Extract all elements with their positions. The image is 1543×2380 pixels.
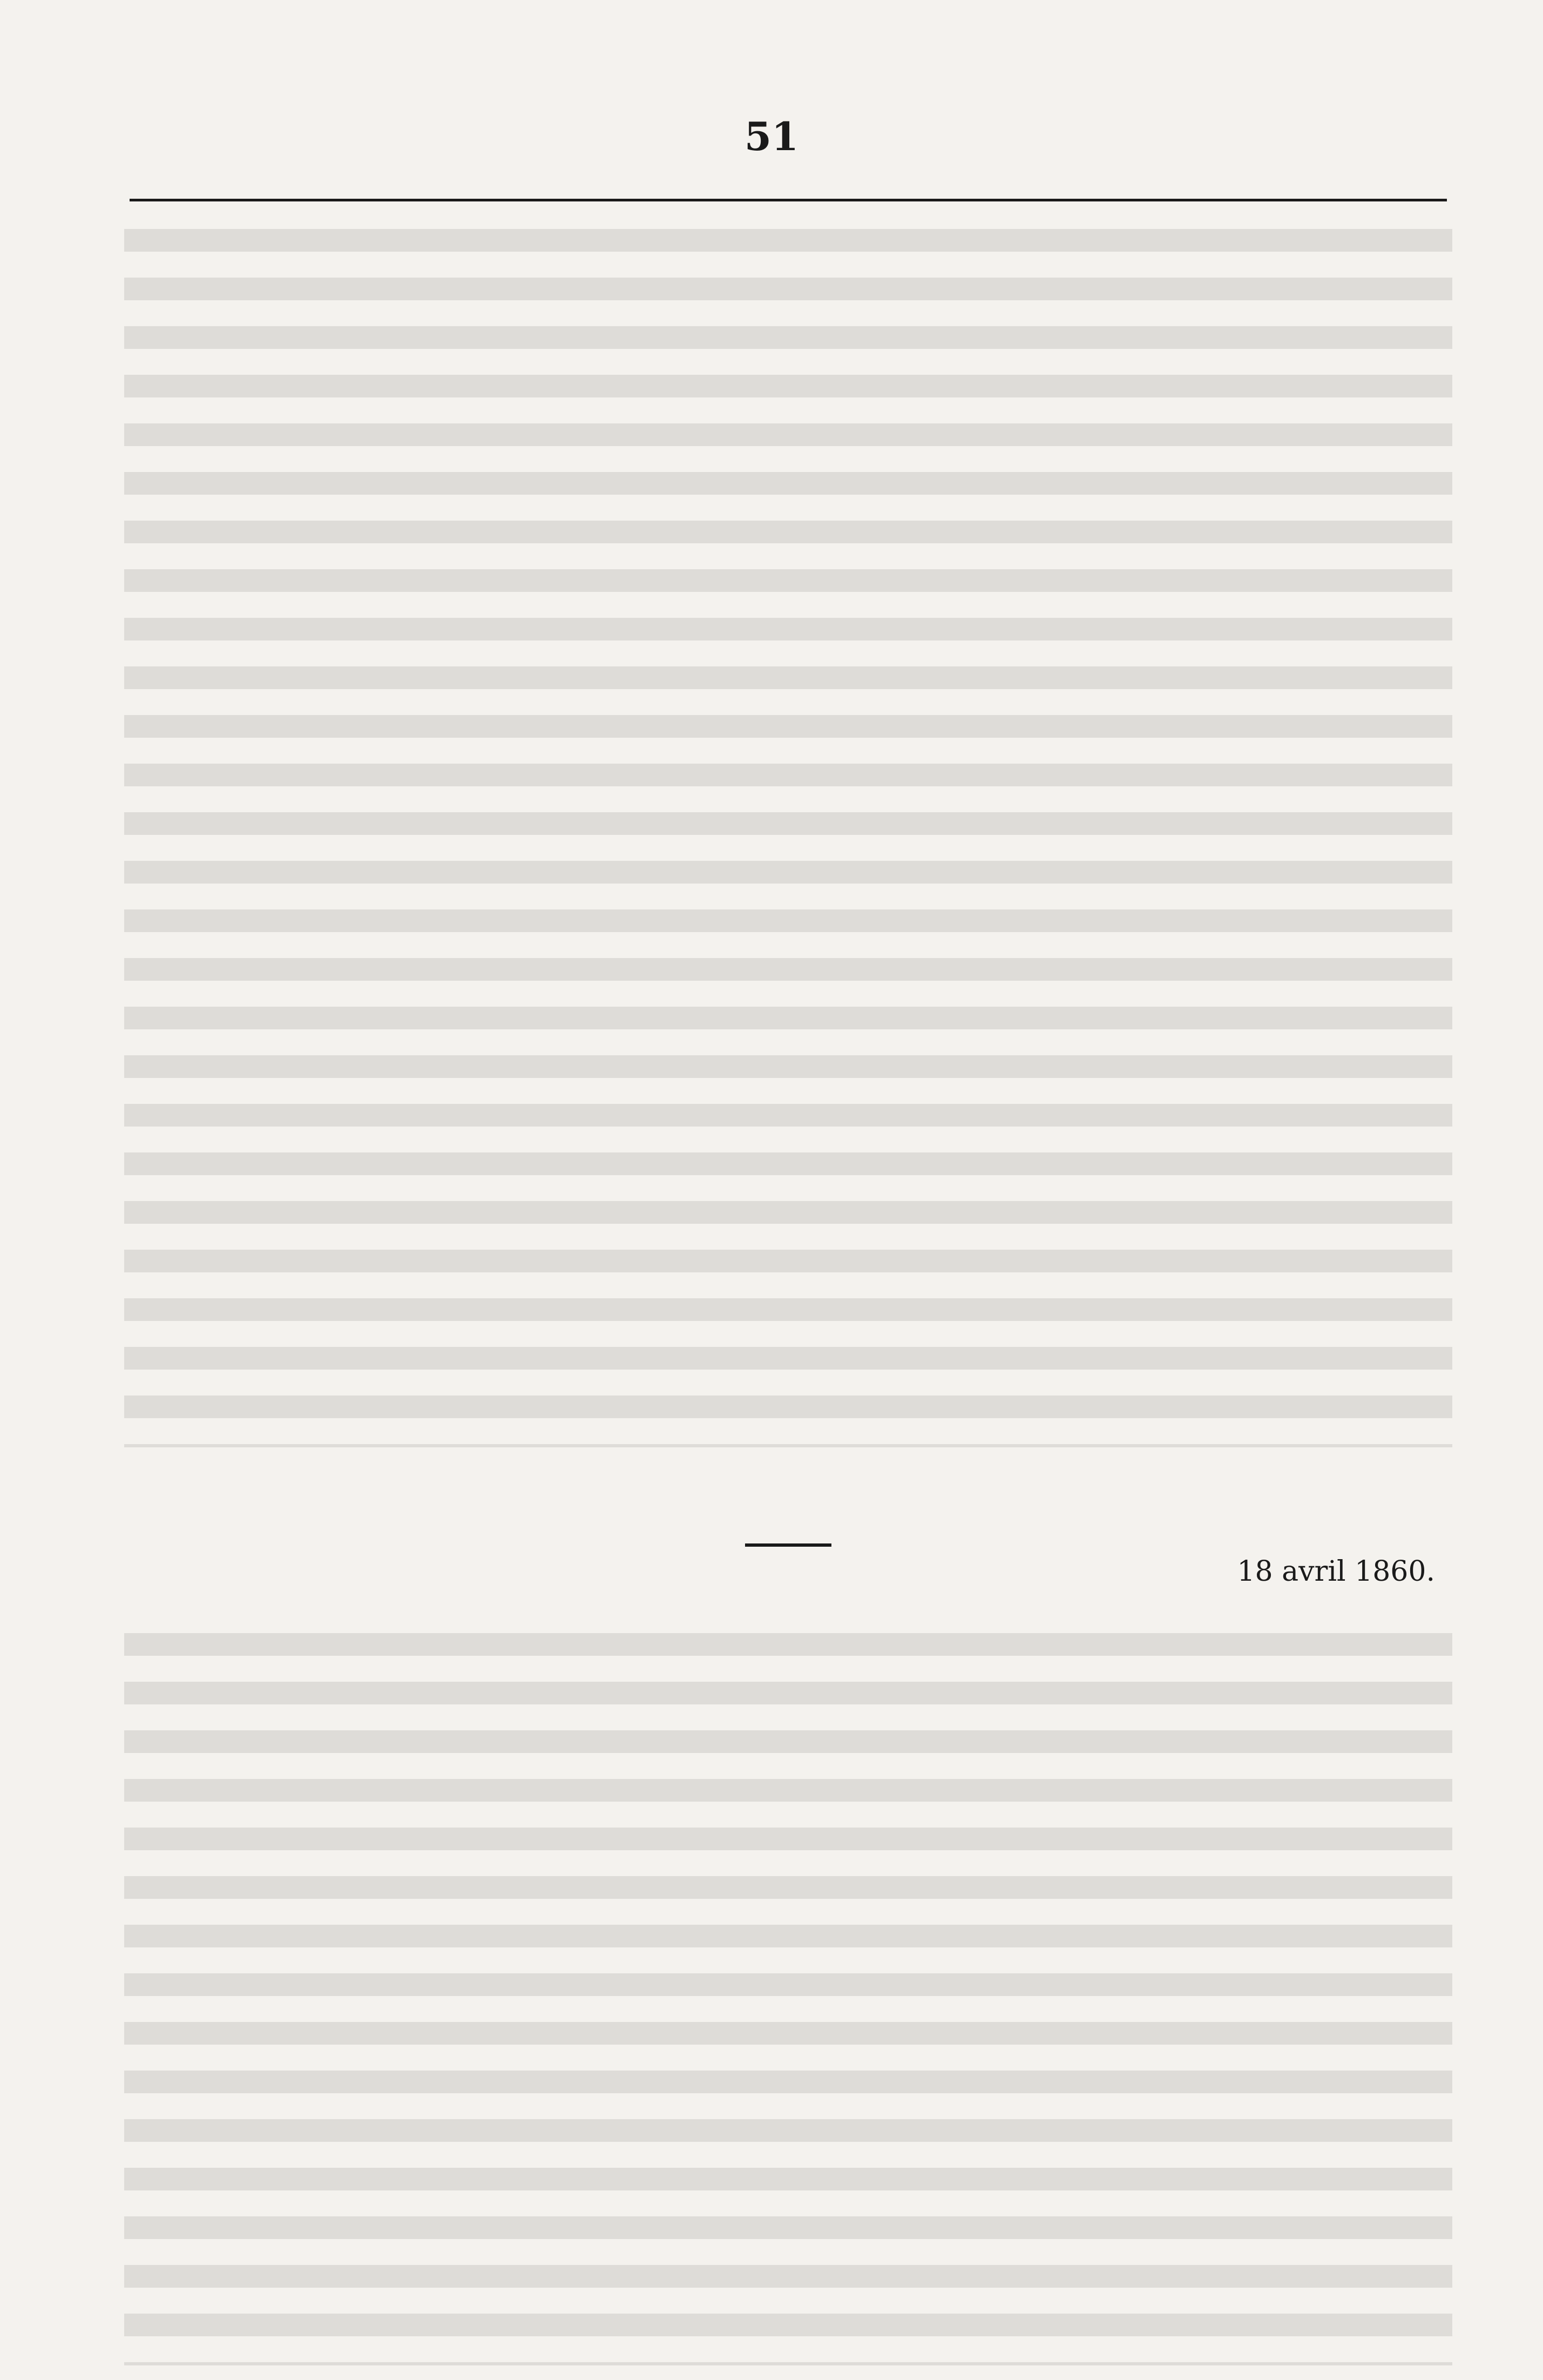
page-number: 51 [744, 113, 799, 159]
header-rule [130, 199, 1447, 201]
lower-text-block [124, 1620, 1452, 2365]
date-line: 18 avril 1860. [1237, 1555, 1435, 1588]
upper-text-block [124, 216, 1452, 1447]
section-divider [745, 1543, 831, 1547]
